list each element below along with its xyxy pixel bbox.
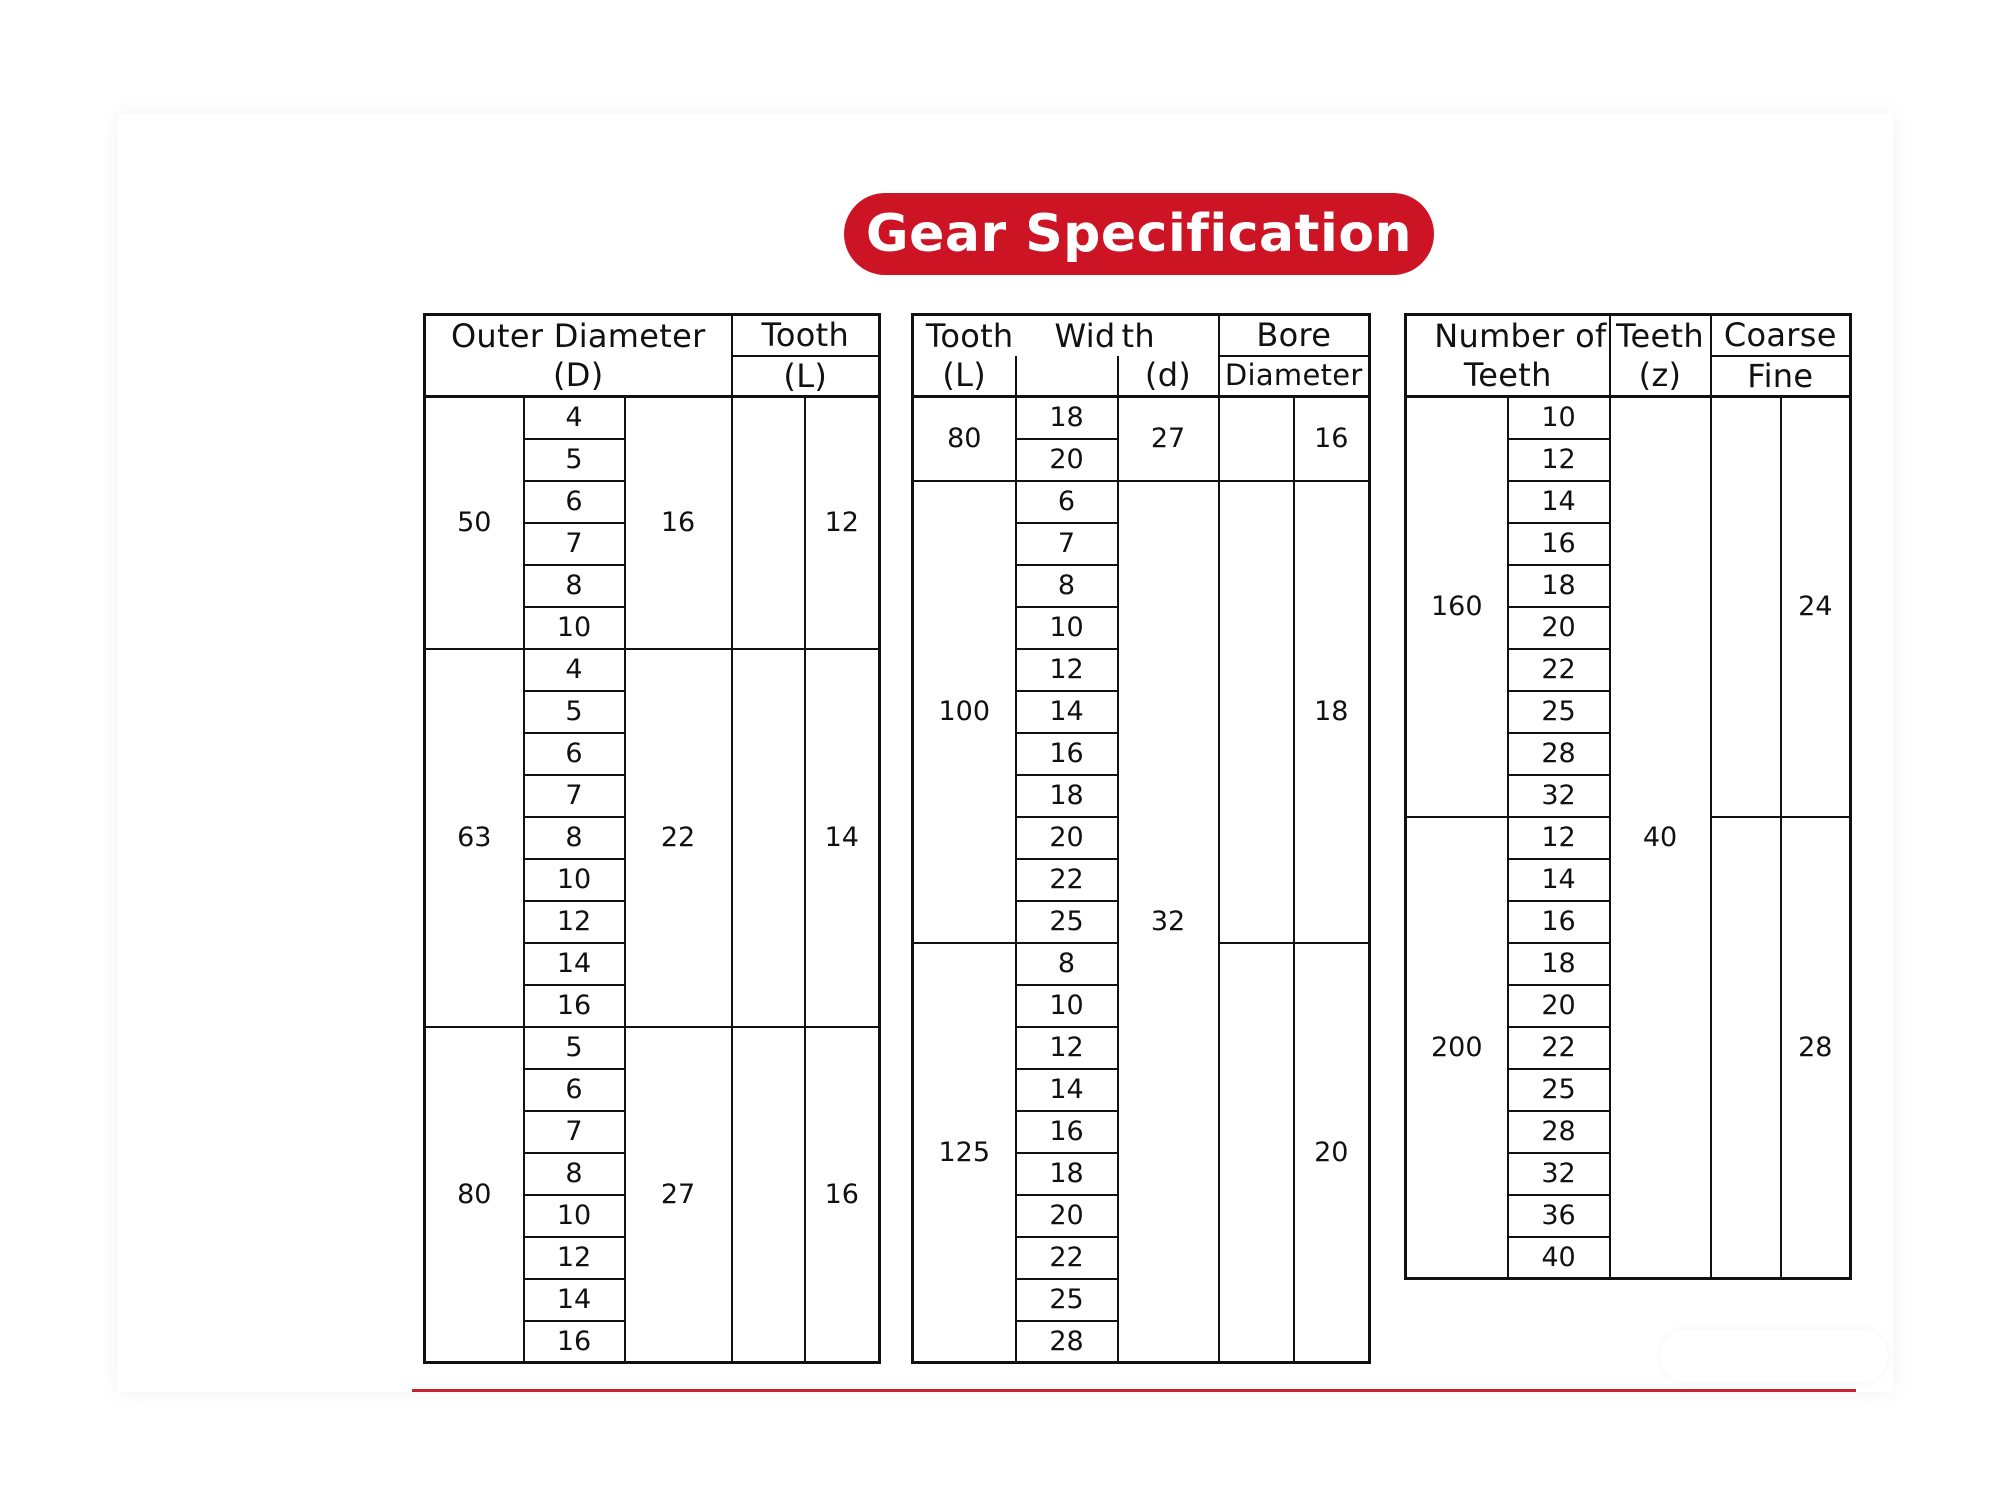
teeth-count-value: 18 xyxy=(1508,943,1610,985)
blank-cell xyxy=(1219,943,1294,1363)
width-value: 22 xyxy=(1016,859,1118,901)
tooth-length-value: 12 xyxy=(805,397,880,649)
module-value: 7 xyxy=(524,1111,625,1153)
outer-diameter-value: 63 xyxy=(425,649,524,1027)
tooth-width-l-label: (L) xyxy=(913,356,1016,397)
tooth-width-l-value: 100 xyxy=(913,481,1016,943)
width-value: 14 xyxy=(1016,691,1118,733)
module-value: 10 xyxy=(524,859,625,901)
fine-value: 24 xyxy=(1781,397,1851,817)
fine-header: Fine xyxy=(1711,356,1851,397)
width-value: 25 xyxy=(1016,1279,1118,1321)
number-of-teeth-body xyxy=(1406,397,1851,1279)
face-width-value: 16 xyxy=(625,397,732,649)
table-row xyxy=(913,481,1370,523)
tooth-width-header-c: th xyxy=(1118,315,1219,356)
outer-diameter-value: 50 xyxy=(425,397,524,649)
teeth-count-value: 20 xyxy=(1508,607,1610,649)
outer-diameter-value: 80 xyxy=(425,1027,524,1363)
module-value: 12 xyxy=(524,901,625,943)
outer-diameter-value: 200 xyxy=(1406,817,1508,1279)
blank-cell xyxy=(732,649,805,1027)
module-value: 10 xyxy=(524,1195,625,1237)
outer-diameter-unit: (D) xyxy=(425,356,732,397)
width-value: 22 xyxy=(1016,1237,1118,1279)
module-value: 16 xyxy=(524,985,625,1027)
module-value: 8 xyxy=(524,565,625,607)
blank-cell xyxy=(1711,817,1781,1279)
d-value: 27 xyxy=(1118,397,1219,481)
bore-diameter-value: 18 xyxy=(1294,481,1370,943)
table-row xyxy=(425,1027,880,1069)
coarse-header: Coarse xyxy=(1711,315,1851,356)
teeth-count-value: 18 xyxy=(1508,565,1610,607)
outer-diameter-value: 160 xyxy=(1406,397,1508,817)
width-value: 12 xyxy=(1016,649,1118,691)
module-value: 16 xyxy=(524,1321,625,1363)
bore-diameter-value: 20 xyxy=(1294,943,1370,1363)
face-width-value: 22 xyxy=(625,649,732,1027)
tooth-width-l-value: 125 xyxy=(913,943,1016,1363)
title-banner xyxy=(844,193,1434,275)
width-value: 10 xyxy=(1016,985,1118,1027)
blank-cell xyxy=(732,1027,805,1363)
module-value: 6 xyxy=(524,481,625,523)
bore-header: Bore xyxy=(1219,315,1370,356)
d-value: 32 xyxy=(1118,481,1219,1363)
blank-cell xyxy=(732,397,805,649)
module-value: 4 xyxy=(524,649,625,691)
module-value: 10 xyxy=(524,607,625,649)
teeth-count-value: 28 xyxy=(1508,733,1610,775)
width-value: 16 xyxy=(1016,733,1118,775)
module-value: 4 xyxy=(524,397,625,439)
page-title: Gear Specification xyxy=(865,204,1413,264)
tooth-width-body xyxy=(913,397,1370,1363)
width-value: 8 xyxy=(1016,565,1118,607)
module-value: 7 xyxy=(524,775,625,817)
number-of-teeth-header-2: Teeth xyxy=(1406,356,1610,397)
width-value: 20 xyxy=(1016,817,1118,859)
module-value: 6 xyxy=(524,733,625,775)
table-row xyxy=(1406,397,1851,439)
blank-cell xyxy=(1219,397,1294,481)
tooth-width-blank xyxy=(1016,356,1118,397)
width-value: 10 xyxy=(1016,607,1118,649)
width-value: 12 xyxy=(1016,1027,1118,1069)
width-value: 14 xyxy=(1016,1069,1118,1111)
teeth-count-value: 20 xyxy=(1508,985,1610,1027)
bore-diameter-value: 16 xyxy=(1294,397,1370,481)
width-value: 18 xyxy=(1016,397,1118,439)
tooth-width-d-label: (d) xyxy=(1118,356,1219,397)
teeth-count-value: 22 xyxy=(1508,1027,1610,1069)
teeth-count-value: 22 xyxy=(1508,649,1610,691)
number-of-teeth-table xyxy=(1404,313,1852,1280)
tooth-length-value: 14 xyxy=(805,649,880,1027)
teeth-count-value: 32 xyxy=(1508,1153,1610,1195)
width-value: 8 xyxy=(1016,943,1118,985)
module-value: 5 xyxy=(524,691,625,733)
tooth-width-table xyxy=(911,313,1371,1364)
teeth-count-value: 16 xyxy=(1508,523,1610,565)
tooth-length-value: 16 xyxy=(805,1027,880,1363)
blank-cell xyxy=(1219,481,1294,943)
tooth-unit: (L) xyxy=(732,356,880,397)
module-value: 12 xyxy=(524,1237,625,1279)
teeth-count-value: 12 xyxy=(1508,439,1610,481)
module-value: 8 xyxy=(524,1153,625,1195)
width-value: 20 xyxy=(1016,1195,1118,1237)
width-value: 18 xyxy=(1016,1153,1118,1195)
teeth-count-value: 14 xyxy=(1508,859,1610,901)
module-value: 6 xyxy=(524,1069,625,1111)
fine-value: 28 xyxy=(1781,817,1851,1279)
watermark-blur xyxy=(1660,1330,1888,1382)
tooth-width-header-a: Tooth xyxy=(913,315,1016,356)
teeth-count-value: 25 xyxy=(1508,1069,1610,1111)
bottom-divider xyxy=(412,1389,1856,1392)
teeth-count-value: 40 xyxy=(1508,1237,1610,1279)
teeth-count-value: 25 xyxy=(1508,691,1610,733)
tooth-width-l-value: 80 xyxy=(913,397,1016,481)
width-value: 16 xyxy=(1016,1111,1118,1153)
module-value: 5 xyxy=(524,439,625,481)
blank-cell xyxy=(1711,397,1781,817)
bore-diameter-label: Diameter xyxy=(1219,356,1370,397)
outer-diameter-body xyxy=(425,397,880,1363)
face-width-value: 27 xyxy=(625,1027,732,1363)
module-value: 7 xyxy=(524,523,625,565)
module-value: 8 xyxy=(524,817,625,859)
z-value: 40 xyxy=(1610,397,1711,1279)
width-value: 25 xyxy=(1016,901,1118,943)
module-value: 5 xyxy=(524,1027,625,1069)
module-value: 14 xyxy=(524,1279,625,1321)
table-row xyxy=(425,397,880,439)
module-value: 14 xyxy=(524,943,625,985)
outer-diameter-table xyxy=(423,313,881,1364)
table-row xyxy=(913,397,1370,439)
teeth-count-value: 12 xyxy=(1508,817,1610,859)
teeth-count-value: 14 xyxy=(1508,481,1610,523)
teeth-count-value: 32 xyxy=(1508,775,1610,817)
teeth-count-value: 36 xyxy=(1508,1195,1610,1237)
teeth-z-header: Teeth xyxy=(1610,315,1711,356)
width-value: 7 xyxy=(1016,523,1118,565)
width-value: 20 xyxy=(1016,439,1118,481)
width-value: 18 xyxy=(1016,775,1118,817)
outer-diameter-header: Outer Diameter xyxy=(425,315,732,356)
tooth-width-header-b: Wid xyxy=(1016,315,1118,356)
teeth-count-value: 28 xyxy=(1508,1111,1610,1153)
width-value: 28 xyxy=(1016,1321,1118,1363)
number-of-teeth-header: Number of xyxy=(1406,315,1610,356)
teeth-count-value: 16 xyxy=(1508,901,1610,943)
teeth-z-unit: (z) xyxy=(1610,356,1711,397)
table-row xyxy=(425,649,880,691)
teeth-count-value: 10 xyxy=(1508,397,1610,439)
tooth-header: Tooth xyxy=(732,315,880,356)
width-value: 6 xyxy=(1016,481,1118,523)
